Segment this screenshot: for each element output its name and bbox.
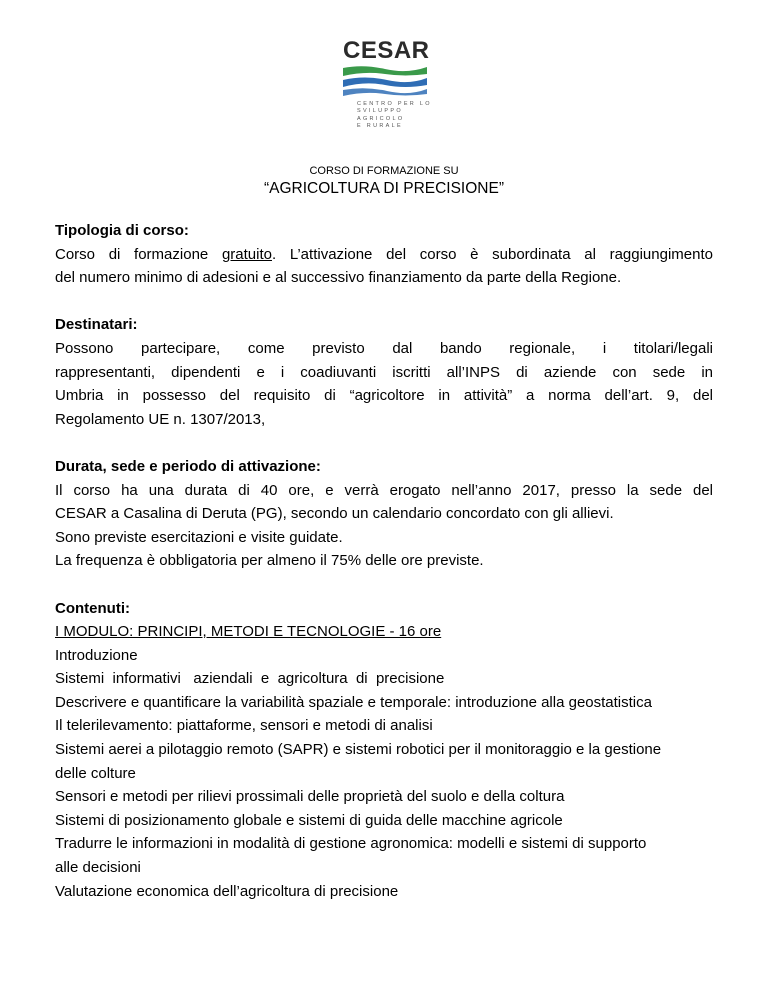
paragraph-line: Possono partecipare, come previsto dal bando regionale, i titolari/legali bbox=[55, 339, 713, 357]
paragraph-line: Regolamento UE n. 1307/2013, bbox=[55, 410, 266, 428]
list-item: Descrivere e quantificare la variabilità spaziale e temporale: introduzione alla geostatistica bbox=[55, 693, 652, 711]
list-item: Sistemi aerei a pilotaggio remoto (SAPR) e sistemi robotici per il monitoraggio e la gestione delle colture bbox=[55, 741, 662, 782]
paragraph-line: Sono previste esercitazioni e visite guidate. bbox=[55, 528, 343, 546]
cesar-logo bbox=[343, 38, 433, 133]
paragraph-line: Corso di formazione gratuito. L’attivazione del corso è subordinata al raggiungimento bbox=[55, 245, 713, 263]
list-item: Sistemi informativi aziendali e agricoltura di precisione bbox=[55, 670, 445, 688]
list-item: Tradurre le informazioni in modalità di gestione agronomica: modelli e sistemi di supporto alle decisioni bbox=[55, 835, 647, 877]
section-contenuti bbox=[55, 597, 713, 904]
list-item: Introduzione bbox=[55, 646, 138, 664]
list-item: Sensori e metodi per rilievi prossimali delle proprietà del suolo e della coltura bbox=[55, 788, 565, 806]
logo-waves-icon bbox=[343, 64, 427, 98]
course-pre-title: CORSO DI FORMAZIONE SU bbox=[309, 165, 459, 177]
paragraph-line: rappresentanti, dipendenti e i coadiuvanti iscritti all’INPS di aziende con sede in bbox=[55, 363, 713, 381]
section-tipologia bbox=[55, 219, 713, 290]
logo-wordmark: CESAR bbox=[343, 37, 430, 64]
section-destinatari bbox=[55, 313, 713, 431]
section-heading: Tipologia di corso: bbox=[55, 222, 189, 239]
underlined-text: gratuito bbox=[221, 245, 272, 263]
list-item: Valutazione economica dell’agricoltura di precisione bbox=[55, 882, 399, 900]
section-durata bbox=[55, 455, 713, 573]
section-heading: Contenuti: bbox=[55, 599, 130, 617]
paragraph-line: CESAR a Casalina di Deruta (PG), secondo un calendario concordato con gli allievi. bbox=[55, 505, 614, 523]
document-body bbox=[55, 219, 713, 927]
paragraph-line: del numero minimo di adesioni e al successivo finanziamento da parte della Regione. bbox=[55, 269, 622, 287]
list-item: Il telerilevamento: piattaforme, sensori e metodi di analisi bbox=[55, 717, 433, 735]
paragraph-line: Il corso ha una durata di 40 ore, e verrà erogato nell’anno 2017, presso la sede del bbox=[55, 481, 713, 499]
course-title: “AGRICOLTURA DI PRECISIONE” bbox=[264, 180, 504, 197]
module-title: I MODULO: PRINCIPI, METODI E TECNOLOGIE - 16 ore bbox=[55, 623, 442, 641]
section-heading: Destinatari: bbox=[55, 316, 138, 334]
paragraph-line: La frequenza è obbligatoria per almeno il 75% delle ore previste. bbox=[55, 552, 484, 570]
list-item: Sistemi di posizionamento globale e sistemi di guida delle macchine agricole bbox=[55, 811, 563, 829]
logo-subtitle: CENTRO PER LO SVILUPPO AGRICOLO E RURALE bbox=[357, 101, 432, 130]
section-heading: Durata, sede e periodo di attivazione: bbox=[55, 457, 321, 475]
paragraph-line: Umbria in possesso del requisito di “agricoltore in attività” a norma dell’art. 9, del bbox=[55, 387, 713, 405]
